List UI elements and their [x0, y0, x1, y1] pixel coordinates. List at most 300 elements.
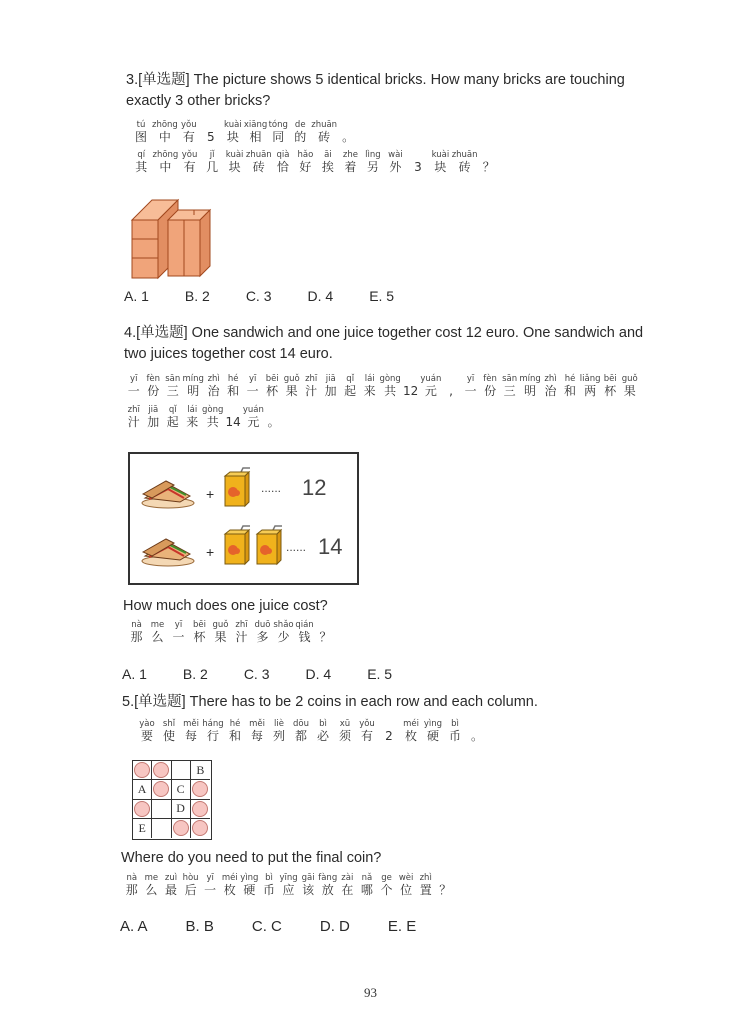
pinyin-char — [282, 374, 302, 398]
pinyin-char — [312, 719, 334, 743]
sandwich-icon — [140, 476, 196, 510]
hanzi-text: ？ — [439, 883, 452, 897]
juice-box-icon — [222, 466, 252, 508]
pinyin-char — [436, 873, 456, 897]
pinyin-text: hé — [227, 374, 239, 384]
row1-dots: ...... — [261, 481, 282, 495]
pinyin-char — [340, 374, 360, 398]
pinyin-char — [461, 374, 481, 398]
hanzi-text: 放 — [321, 883, 334, 897]
hanzi-text: 都 — [294, 729, 307, 743]
pinyin-text: bì — [265, 873, 273, 883]
pinyin-char — [478, 150, 501, 174]
hanzi-text: 使 — [162, 729, 175, 743]
hanzi-text: 砖 — [252, 160, 265, 174]
hanzi-text: 必 — [316, 729, 329, 743]
pinyin-char — [189, 620, 210, 644]
q5-option-b[interactable]: B. B — [185, 918, 214, 935]
pinyin-char — [268, 719, 290, 743]
pinyin-text: shǎo — [273, 620, 294, 630]
pinyin-char — [158, 719, 180, 743]
pinyin-text: hé — [564, 374, 576, 384]
pinyin-char — [183, 405, 203, 429]
pinyin-char — [252, 620, 273, 644]
hanzi-text: 么 — [151, 630, 164, 644]
q5-prompt: Where do you need to put the final coin? — [121, 850, 382, 866]
plus-sign-1: + — [206, 486, 215, 502]
hanzi-text: 汁 — [235, 630, 248, 644]
pinyin-char — [357, 873, 377, 897]
juice-box-icon — [222, 524, 252, 566]
coin-icon — [153, 781, 169, 797]
pinyin-char — [152, 120, 178, 144]
pinyin-char — [384, 150, 407, 174]
hanzi-text: 。 — [267, 415, 280, 429]
hanzi-text: 2 — [385, 729, 393, 743]
pinyin-text: me — [150, 620, 165, 630]
pinyin-text: dōu — [293, 719, 309, 729]
pinyin-char — [377, 873, 397, 897]
hanzi-text: 加 — [324, 384, 337, 398]
coin-grid — [132, 760, 212, 840]
grid-cell-letter[interactable] — [172, 800, 191, 819]
pinyin-text: de — [294, 120, 306, 130]
q4-option-d[interactable]: D. 4 — [305, 666, 332, 682]
hanzi-text: 图 — [134, 130, 147, 144]
hanzi-text: 元 — [424, 384, 437, 398]
pinyin-char — [168, 620, 189, 644]
grid-cell-coin[interactable] — [191, 819, 210, 838]
q5-option-d[interactable]: D. D — [319, 918, 350, 935]
q4-option-e[interactable]: E. 5 — [367, 666, 393, 682]
hanzi-text: 杯 — [604, 384, 617, 398]
hanzi-text: 起 — [344, 384, 357, 398]
pinyin-text: bēi — [193, 620, 206, 630]
pinyin-char — [202, 719, 224, 743]
pinyin-char — [163, 374, 183, 398]
pinyin-text: guǒ — [212, 620, 229, 630]
hanzi-text: 后 — [184, 883, 197, 897]
hanzi-text: 多 — [256, 630, 269, 644]
hanzi-text: 列 — [272, 729, 285, 743]
hanzi-text: 。 — [342, 130, 355, 144]
q4-option-c[interactable]: C. 3 — [243, 666, 270, 682]
hanzi-text: 行 — [206, 729, 219, 743]
hanzi-text: 份 — [147, 384, 160, 398]
hanzi-text: 硬 — [426, 729, 439, 743]
pinyin-text: bēi — [265, 374, 279, 384]
grid-cell-coin[interactable] — [191, 800, 210, 819]
pinyin-char — [362, 150, 385, 174]
grid-cell-letter[interactable] — [133, 780, 152, 799]
pinyin-char — [244, 120, 267, 144]
pinyin-char — [144, 405, 164, 429]
pinyin-text: gāi — [301, 873, 315, 883]
pinyin-char — [301, 374, 321, 398]
pinyin-text: qián — [295, 620, 314, 630]
hanzi-text: 三 — [166, 384, 179, 398]
hanzi-text: 那 — [125, 883, 138, 897]
hanzi-text: 加 — [147, 415, 160, 429]
pinyin-char — [223, 405, 243, 429]
q5-option-e[interactable]: E. E — [387, 918, 417, 935]
grid-cell-coin[interactable] — [133, 800, 152, 819]
pinyin-char — [201, 150, 224, 174]
pinyin-char — [466, 719, 488, 743]
q3-option-c[interactable]: C. 3 — [245, 288, 272, 304]
hanzi-text: 好 — [299, 160, 312, 174]
q4-title: 4.[单选题] One sandwich and one juice together cost 12 euro. One sandwich and two juices together cost 14 euro. — [124, 325, 644, 362]
hanzi-text: 每 — [250, 729, 263, 743]
q3-options — [124, 288, 394, 304]
hanzi-text: 外 — [389, 160, 402, 174]
pinyin-char — [396, 873, 416, 897]
grid-cell-coin[interactable] — [152, 780, 171, 799]
pinyin-char — [294, 620, 315, 644]
pinyin-text: wài — [388, 150, 403, 160]
q5-option-c[interactable]: C. C — [251, 918, 282, 935]
hanzi-text: 一 — [246, 384, 259, 398]
hanzi-text: 和 — [228, 729, 241, 743]
q4-option-b[interactable]: B. 2 — [182, 666, 208, 682]
pinyin-char — [500, 374, 520, 398]
q3-option-b[interactable]: B. 2 — [184, 288, 210, 304]
pinyin-text: méi — [403, 719, 419, 729]
pinyin-char — [178, 120, 200, 144]
pinyin-char — [360, 374, 380, 398]
pinyin-text: nà — [131, 620, 142, 630]
hanzi-text: 5 — [207, 130, 215, 144]
pinyin-text: sān — [165, 374, 181, 384]
hanzi-text: 和 — [227, 384, 240, 398]
pinyin-char — [224, 719, 246, 743]
pinyin-text: wèi — [398, 873, 414, 883]
pinyin-text: hòu — [182, 873, 199, 883]
hanzi-text: 几 — [206, 160, 219, 174]
hanzi-text: 砖 — [458, 160, 471, 174]
pinyin-char — [220, 873, 240, 897]
hanzi-text: 两 — [584, 384, 597, 398]
pinyin-char — [317, 150, 340, 174]
hanzi-text: 14 — [225, 415, 241, 429]
pinyin-text: jiā — [325, 374, 336, 384]
hanzi-text: 应 — [282, 883, 295, 897]
pinyin-text: yǒu — [181, 150, 198, 160]
plus-sign-2: + — [206, 544, 215, 560]
pinyin-char — [337, 120, 359, 144]
pinyin-text: yǒu — [359, 719, 375, 729]
pinyin-text: guǒ — [283, 374, 300, 384]
hanzi-text: 其 — [135, 160, 148, 174]
hanzi-text: 杯 — [266, 384, 279, 398]
q3-option-d[interactable]: D. 4 — [307, 288, 334, 304]
q3-option-e[interactable]: E. 5 — [369, 288, 395, 304]
hanzi-text: 来 — [186, 415, 199, 429]
grid-cell-empty[interactable] — [172, 761, 191, 780]
pinyin-char — [580, 374, 601, 398]
hanzi-text: 着 — [344, 160, 357, 174]
hanzi-text: ？ — [319, 630, 332, 644]
q4-pinyin-line-2 — [124, 405, 283, 429]
pinyin-text: bì — [451, 719, 459, 729]
grid-letter: C — [176, 781, 185, 796]
pinyin-char — [420, 374, 441, 398]
grid-cell-coin[interactable] — [191, 780, 210, 799]
pinyin-char — [298, 873, 318, 897]
pinyin-text: xiāng — [243, 120, 268, 130]
pinyin-text: duō — [254, 620, 271, 630]
pinyin-char — [444, 719, 466, 743]
hanzi-text: 。 — [470, 729, 483, 743]
q3-pinyin-line-2 — [130, 150, 500, 174]
pinyin-char — [519, 374, 540, 398]
pinyin-char — [240, 873, 260, 897]
juice-box-icon — [254, 524, 284, 566]
pinyin-char — [289, 120, 311, 144]
pinyin-text: yào — [139, 719, 155, 729]
row1-price: 12 — [302, 475, 327, 500]
hanzi-text: 果 — [214, 630, 227, 644]
pinyin-char — [181, 873, 201, 897]
hanzi-text: 币 — [262, 883, 275, 897]
hanzi-text: 共 — [384, 384, 397, 398]
pinyin-char — [153, 150, 179, 174]
pinyin-char — [126, 620, 147, 644]
grid-cell-coin[interactable] — [133, 761, 152, 780]
pinyin-char — [259, 873, 279, 897]
hanzi-text: 有 — [360, 729, 373, 743]
pinyin-text: qí — [137, 150, 146, 160]
pinyin-char — [267, 120, 289, 144]
brick-stack — [132, 200, 210, 278]
pinyin-char — [204, 374, 224, 398]
pinyin-char — [480, 374, 500, 398]
pinyin-text: yī — [130, 374, 138, 384]
pinyin-text: nǎ — [361, 873, 373, 883]
q4-pinyin-line-1 — [124, 374, 640, 398]
pinyin-text: kuài — [224, 120, 242, 130]
pinyin-char — [262, 374, 282, 398]
hanzi-text: 哪 — [360, 883, 373, 897]
grid-cell-coin[interactable] — [152, 761, 171, 780]
pinyin-char — [416, 873, 436, 897]
pinyin-text: lái — [364, 374, 375, 384]
hanzi-text: 和 — [564, 384, 577, 398]
pinyin-char — [290, 719, 312, 743]
grid-cell-empty[interactable] — [152, 819, 171, 838]
hanzi-text: 硬 — [243, 883, 256, 897]
pinyin-text: gòng — [202, 405, 224, 415]
q4-option-a[interactable]: A. 1 — [122, 666, 147, 682]
pinyin-char — [222, 120, 244, 144]
pinyin-char — [400, 719, 422, 743]
hanzi-text: 挨 — [321, 160, 334, 174]
pinyin-text: zhī — [127, 405, 140, 415]
hanzi-text: 汁 — [127, 415, 140, 429]
pinyin-char — [124, 405, 144, 429]
pinyin-text: jǐ — [209, 150, 215, 160]
pinyin-char — [294, 150, 317, 174]
pinyin-char — [334, 719, 356, 743]
hanzi-text: 的 — [294, 130, 307, 144]
coin-icon — [134, 762, 150, 778]
pinyin-text: míng — [519, 374, 541, 384]
hanzi-text: 3 — [414, 160, 422, 174]
pinyin-text: zhuān — [311, 120, 338, 130]
hanzi-text: 钱 — [298, 630, 311, 644]
grid-cell-empty[interactable] — [152, 800, 171, 819]
grid-cell-letter[interactable] — [191, 761, 210, 780]
pinyin-char — [379, 374, 400, 398]
sandwich-icon — [140, 534, 196, 568]
pinyin-char — [620, 374, 640, 398]
q5-options — [120, 918, 416, 935]
hanzi-text: 明 — [524, 384, 537, 398]
pinyin-text: zhōng — [152, 120, 178, 130]
pinyin-text: zhōng — [152, 150, 179, 160]
hanzi-text: 块 — [228, 160, 241, 174]
hanzi-text: 个 — [380, 883, 393, 897]
pinyin-char — [338, 873, 358, 897]
hanzi-text: 须 — [338, 729, 351, 743]
pinyin-text: jiā — [148, 405, 159, 415]
pinyin-char — [180, 719, 202, 743]
pinyin-char — [378, 719, 400, 743]
pinyin-text: lìng — [365, 150, 381, 160]
coin-icon — [192, 801, 208, 817]
pinyin-text: liǎng — [579, 374, 601, 384]
pinyin-text: qǐ — [168, 405, 177, 415]
pinyin-text: gòng — [379, 374, 401, 384]
pinyin-char — [144, 374, 164, 398]
hanzi-text: 少 — [277, 630, 290, 644]
q3-pinyin-line-1 — [130, 120, 359, 144]
hanzi-text: 明 — [187, 384, 200, 398]
grid-letter: A — [137, 781, 147, 796]
page-number: 93 — [364, 985, 377, 1000]
grid-cell-coin[interactable] — [172, 819, 191, 838]
hanzi-text: 汁 — [305, 384, 318, 398]
sandwich-juice-figure — [128, 452, 359, 585]
pinyin-char — [356, 719, 378, 743]
hanzi-text: 三 — [503, 384, 516, 398]
hanzi-text: 份 — [484, 384, 497, 398]
hanzi-text: 另 — [366, 160, 379, 174]
pinyin-char — [272, 150, 295, 174]
pinyin-char — [142, 873, 162, 897]
q5-option-a[interactable]: A. A — [120, 918, 148, 935]
hanzi-text: 币 — [448, 729, 461, 743]
pinyin-char — [422, 719, 444, 743]
pinyin-text: zhe — [342, 150, 358, 160]
coin-icon — [192, 820, 208, 836]
pinyin-text: lái — [187, 405, 198, 415]
pinyin-text: bì — [319, 719, 327, 729]
pinyin-char — [339, 150, 362, 174]
bricks-figure — [128, 194, 216, 280]
grid-cell-letter[interactable] — [133, 819, 152, 838]
row2-dots: ...... — [286, 540, 307, 554]
hanzi-text: 每 — [184, 729, 197, 743]
pinyin-char — [246, 150, 272, 174]
pinyin-text: tóng — [268, 120, 288, 130]
pinyin-char — [541, 374, 561, 398]
pinyin-text: zhuān — [245, 150, 272, 160]
pinyin-text: zhì — [544, 374, 557, 384]
hanzi-text: 中 — [159, 160, 172, 174]
pinyin-text: míng — [182, 374, 204, 384]
q5-title: 5.[单选题] There has to be 2 coins in each row and each column. — [122, 694, 538, 710]
q3-option-a[interactable]: A. 1 — [124, 288, 149, 304]
pinyin-text: shǐ — [162, 719, 176, 729]
pinyin-char — [311, 120, 337, 144]
hanzi-text: 么 — [145, 883, 158, 897]
hanzi-text: 恰 — [276, 160, 289, 174]
hanzi-text: 置 — [419, 883, 432, 897]
pinyin-text: zuì — [164, 873, 178, 883]
pinyin-text: zhuān — [451, 150, 478, 160]
pinyin-text: zài — [341, 873, 354, 883]
hanzi-text: 有 — [183, 160, 196, 174]
pinyin-text: hé — [229, 719, 241, 729]
pinyin-char — [130, 120, 152, 144]
hanzi-text: 中 — [158, 130, 171, 144]
hanzi-text: 来 — [363, 384, 376, 398]
hanzi-text: 枚 — [223, 883, 236, 897]
hanzi-text: 治 — [544, 384, 557, 398]
hanzi-text: 一 — [464, 384, 477, 398]
hanzi-text: 一 — [172, 630, 185, 644]
pinyin-text: āi — [324, 150, 332, 160]
pinyin-text: kuài — [225, 150, 244, 160]
pinyin-text: nà — [126, 873, 138, 883]
pinyin-char — [264, 405, 284, 429]
pinyin-text: guǒ — [621, 374, 638, 384]
pinyin-text: měi — [183, 719, 199, 729]
grid-cell-letter[interactable] — [172, 780, 191, 799]
hanzi-text: 块 — [226, 130, 239, 144]
hanzi-text: 12 — [402, 384, 419, 398]
pinyin-char — [136, 719, 158, 743]
q4-prompt: How much does one juice cost? — [123, 598, 328, 614]
pinyin-char — [161, 873, 181, 897]
pinyin-text: zhì — [419, 873, 432, 883]
pinyin-text: yuán — [420, 374, 442, 384]
pinyin-text: qǐ — [346, 374, 355, 384]
pinyin-text: yǒu — [181, 120, 197, 130]
pinyin-char — [147, 620, 168, 644]
q4-options — [122, 666, 392, 682]
hanzi-text: 砖 — [318, 130, 331, 144]
q4-pinyin-line-3 — [126, 620, 336, 644]
pinyin-char — [560, 374, 580, 398]
pinyin-text: fèn — [483, 374, 497, 384]
grid-letter: B — [196, 762, 205, 777]
pinyin-char — [243, 374, 263, 398]
hanzi-text: , — [449, 384, 453, 398]
pinyin-char — [246, 719, 268, 743]
coin-icon — [192, 781, 208, 797]
pinyin-text: yī — [174, 620, 183, 630]
pinyin-text: bēi — [603, 374, 617, 384]
hanzi-text: 要 — [140, 729, 153, 743]
hanzi-text: 果 — [623, 384, 636, 398]
coin-icon — [173, 820, 189, 836]
hanzi-text: 位 — [400, 883, 413, 897]
q3-title: 3.[单选题] The picture shows 5 identical bricks. How many bricks are touching exactly 3 other bricks? — [126, 72, 625, 109]
coin-icon — [134, 801, 150, 817]
hanzi-text: 有 — [182, 130, 195, 144]
